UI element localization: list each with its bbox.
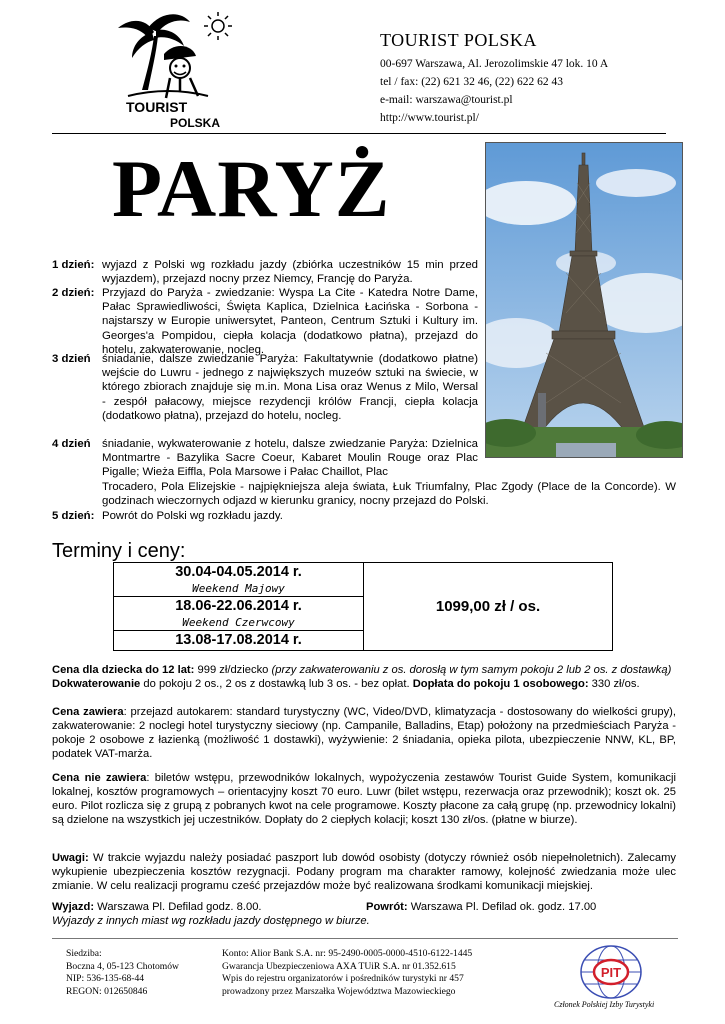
single-room-price: 330 zł/os.	[588, 678, 640, 690]
pit-badge	[566, 942, 656, 1002]
footer-line: Siedziba:	[66, 948, 102, 959]
term-date-3: 13.08-17.08.2014 r.	[114, 631, 364, 651]
footer-bank-insurance	[222, 948, 472, 998]
term-date-1: 30.04-04.05.2014 r.	[114, 563, 364, 583]
return-info	[366, 901, 596, 913]
itinerary-day-text: Powrót do Polski wg rozkładu jazdy.	[102, 510, 283, 522]
company-email[interactable]: e-mail: warszawa@tourist.pl	[380, 94, 513, 106]
term-price: 1099,00 zł / os.	[364, 563, 613, 651]
itinerary-day-label: 3 dzień	[52, 353, 91, 365]
term-note-2: Weekend Czerwcowy	[114, 616, 364, 631]
term-date-2: 18.06-22.06.2014 r.	[114, 597, 364, 617]
departure-label: Wyjazd:	[52, 901, 95, 913]
logo-text-polska: POLSKA	[170, 116, 221, 130]
company-address: 00-697 Warszawa, Al. Jerozolimskie 47 lok. 10 A	[380, 58, 609, 70]
remarks	[52, 851, 676, 893]
itinerary-day-text: Przyjazd do Paryża - zwiedzanie: Wyspa La Cite - Katedra Notre Dame, Pałac Sprawiedliwości, Święta Kaplica, Dzielnica Łacińska - Sorbona - najstarszy w Europie uniwersytet, Panteon, Centrum Sztuki i Kultury im. Georges'a Pompidou, ciepła kolacja (dodatkowo płatna), przejazd do hotelu, zakwaterowanie, nocleg.	[102, 287, 478, 356]
company-name: TOURIST POLSKA	[380, 30, 537, 50]
itinerary-day-1	[52, 258, 478, 286]
footer-line: prowadzony przez Marszałka Województwa Mazowieckiego	[222, 985, 456, 997]
remarks-label: Uwagi:	[52, 852, 89, 864]
itinerary-day-text: wyjazd z Polski wg rozkładu jazdy (zbiórka uczestników 15 min przed wyjazdem), przejazd nocny przez Niemcy, Francję do Paryża.	[102, 259, 478, 286]
terms-table	[113, 562, 613, 651]
child-price-value: 999 zł/dziecko	[194, 664, 272, 676]
accommodation-text: do pokoju 2 os., 2 os z dostawką lub 3 os. - bez opłat.	[140, 678, 413, 690]
footer-line: NIP: 536-135-68-44	[66, 973, 145, 984]
itinerary-day-text: śniadanie, dalsze zwiedzanie Paryża: Fakultatywnie (dodatkowo płatne) wejście do Luwru - jednego z największych muzeów sztuki na świecie, w którego zbiorach znajduje się m.in. Mona Lisa oraz Wenus z Milo, Wersal - zespół pałacowy, miejsce rezydencji królów Francji, ciepła kolacja (dodatkowo płatna), przejazd do hotelu, nocleg.	[102, 353, 478, 422]
eiffel-tower-photo	[485, 142, 683, 458]
footer-line: REGON: 012650846	[66, 985, 148, 997]
pit-globe-icon	[566, 942, 656, 1002]
itinerary-day-text: Trocadero, Pola Elizejskie - najpiękniejsza aleja świata, Łuk Triumfalny, Plac Zgody (Place de la Concorde). W godzinach wieczornych odjazd w kierunku granicy, nocny przejazd do Polski.	[102, 481, 676, 508]
itinerary-day-5	[52, 509, 478, 523]
price-excludes	[52, 771, 676, 827]
footer-line: Gwarancja Ubezpieczeniowa AXA TUiR S.A. nr 01.352.615	[222, 960, 456, 972]
itinerary-day-4-continued	[52, 480, 676, 508]
company-phone: tel / fax: (22) 621 32 46, (22) 622 62 43	[380, 76, 564, 88]
palm-tree-icon	[108, 6, 258, 130]
departure-info	[52, 901, 262, 913]
child-price-label: Cena dla dziecka do 12 lat:	[52, 664, 195, 676]
page-title: PARYŻ	[112, 143, 391, 234]
accommodation-info	[52, 677, 676, 691]
itinerary-day-label: 5 dzień:	[52, 510, 95, 522]
logo-text-tourist: TOURIST	[126, 99, 188, 115]
departure-text: Warszawa Pl. Defilad godz. 8.00.	[94, 901, 262, 913]
single-room-label: Dopłata do pokoju 1 osobowego:	[412, 678, 589, 690]
pit-badge-text: PIT	[600, 965, 622, 980]
footer-registered-office	[66, 948, 179, 998]
itinerary-day-4	[52, 437, 478, 480]
itinerary-day-text: śniadanie, wykwaterowanie z hotelu, dalsze zwiedzanie Paryża: Dzielnica Montmartre - Bazylika Sacre Coeur, Kabaret Moulin Rouge oraz Plac Pigalle; Wieża Eiffla, Pola Marsowe i Pałac Chaillot, Plac	[102, 438, 478, 479]
header-divider	[52, 133, 666, 134]
price-includes-text: : przejazd autokarem: standard turystyczny (WC, Video/DVD, klimatyzacja - dostosowany do wielkości grupy), zakwaterowanie: 2 noclegi hotel turystyczny sieciowy (np. Campanile, Balladins, Etap) położony na przedmieściach Paryża - pokoje 2 osobowe z łazienką (możliwość 1 dostawki), wyżywienie: 2 śniadania, opieka pilota, ubezpieczenie NNW, KL, BP, podatek VAT-marża.	[52, 706, 677, 760]
price-includes	[52, 705, 676, 761]
footer-line: Konto: Alior Bank S.A. nr: 95-2490-0005-0000-4510-6122-1445	[222, 948, 473, 959]
itinerary-day-label: 1 dzień:	[52, 259, 95, 271]
footer-divider	[52, 938, 678, 939]
term-note-1: Weekend Majowy	[114, 582, 364, 597]
pit-caption: Członek Polskiej Izby Turystyki	[554, 1000, 655, 1009]
itinerary-day-2	[52, 286, 478, 357]
itinerary-day-label: 4 dzień	[52, 438, 91, 450]
remarks-text: W trakcie wyjazdu należy posiadać paszport lub dowód osobisty (dotyczy również osób niepełnoletnich). Zalecamy wykupienie ubezpieczenia kosztów rezygnacji. Podany program ma charakter ramowy, kolejność zwiedzania może ulec zmianie. W celu realizacji programu cześć przejazdów może być realizowana środkami komunikacji miejskiej.	[52, 852, 677, 892]
footer-line: Wpis do rejestru organizatorów i pośredników turystyki nr 457	[222, 973, 464, 984]
child-price-note: (przy zakwaterowaniu z os. dorosłą w tym samym pokoju 2 lub 2 os. z dostawką)	[271, 664, 672, 676]
footer-line: Boczna 4, 05-123 Chotomów	[66, 960, 179, 972]
departure-note: Wyjazdy z innych miast wg rozkładu jazdy dostępnego w biurze.	[52, 915, 370, 927]
price-includes-label: Cena zawiera	[52, 706, 124, 718]
return-label: Powrót:	[366, 901, 408, 913]
return-text: Warszawa Pl. Defilad ok. godz. 17.00	[407, 901, 597, 913]
terms-heading: Terminy i ceny:	[52, 540, 186, 562]
accommodation-label: Dokwaterowanie	[52, 678, 141, 690]
itinerary-day-label: 2 dzień:	[52, 287, 95, 299]
company-logo	[108, 6, 258, 130]
price-excludes-text: : biletów wstępu, przewodników lokalnych, wypożyczenia zestawów Tourist Guide System, komunikacji lokalnej, kosztów programowych – orientacyjny koszt 70 euro. Luwr (bilet wstępu, rezerwacja oraz przewodnik); koszt ok. 25 euro. Pilot rozlicza się z grupą z pobranych kwot na cele programowe. Koszty płacone za całą grupę (np. przewodnicy lokalni) są dzielone na wszystkich jej uczestników. Dopłaty do 2 ciepłych kolacji; koszt 130 zł/os. (płatne w biurze).	[52, 772, 676, 826]
itinerary-day-3	[52, 352, 478, 423]
company-website[interactable]: http://www.tourist.pl/	[380, 112, 479, 124]
child-price	[52, 663, 676, 677]
price-excludes-label: Cena nie zawiera	[52, 772, 147, 784]
